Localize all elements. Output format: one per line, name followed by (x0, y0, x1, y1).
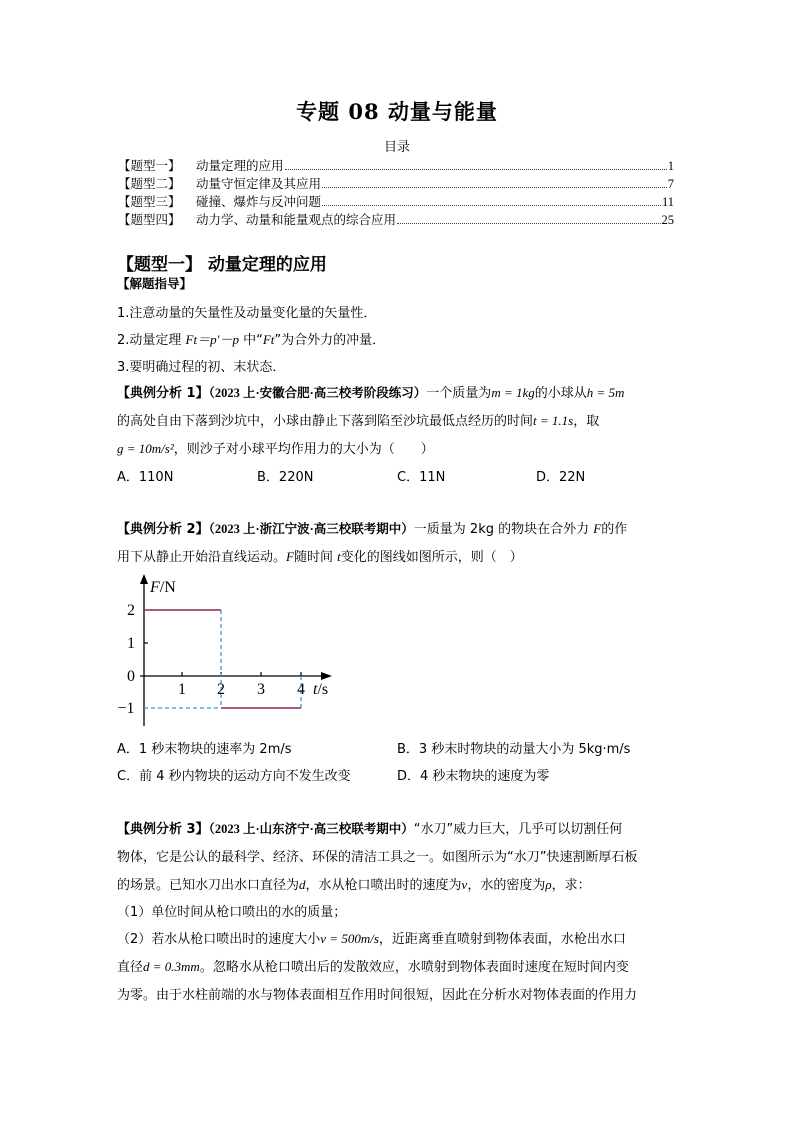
toc-leader-dots (285, 168, 667, 170)
toc-item-label: 碰撞、爆炸与反冲问题 (196, 194, 322, 209)
math-h: h = 5m (586, 385, 625, 400)
math-d-value: d = 0.3mm (143, 959, 200, 974)
toc-item-tag: 【题型二】 (118, 176, 181, 191)
example-text: 的小球从 (534, 386, 587, 401)
example3-line2: 物体，它是公认的最科学、经济、环保的清洁工具之一。如图所示为“水刀”快速割断厚石板 (117, 850, 638, 865)
guide-item-2 (117, 329, 385, 348)
example1-line2 (117, 410, 599, 429)
example-text: 变化的图线如图所示，则（ ） (340, 550, 523, 565)
math-rho: ρ (545, 877, 552, 892)
toc-item-label: 动量守恒定律及其应用 (196, 176, 322, 191)
x-axis-label: t/s (313, 681, 329, 698)
example1-line3 (117, 438, 434, 457)
toc-item-4[interactable] (118, 210, 674, 227)
toc-item-tag: 【题型三】 (118, 194, 181, 209)
math-F: F (593, 521, 602, 536)
example3-line3 (117, 874, 591, 893)
x-tick-label: 4 (297, 681, 305, 698)
toc-leader-dots (322, 204, 661, 206)
example2-line1 (117, 518, 627, 537)
example2-option-a: A．1 秒末物块的速率为 2m/s (117, 742, 292, 757)
example-text: “水刀”威力巨大，几乎可以切割任何 (413, 822, 623, 837)
example-text: 随时间 (293, 550, 338, 565)
document-title: 专题 08 动量与能量 (296, 99, 498, 124)
example-source: （2023 上·浙江宁波·高三校联考期中） (208, 522, 414, 536)
formula: Ft＝p′－p (185, 332, 239, 347)
toc-item-2[interactable] (118, 174, 674, 191)
toc-item-tag: 【题型一】 (118, 158, 181, 173)
example3-question-1: （1）单位时间从枪口喷出的水的质量； (117, 905, 347, 920)
y-axis-label: F/N (150, 579, 176, 596)
example-text: 一个质量为 (426, 386, 492, 401)
example-text: ，水从枪口喷出时的速度为 (305, 878, 462, 893)
example2-option-b: B．3 秒末时物块的动量大小为 5kg·m/s (397, 742, 631, 757)
example-text: 直径 (117, 960, 144, 975)
toc-item-1[interactable] (118, 156, 674, 173)
x-tick-label: 3 (257, 681, 265, 698)
y-tick-label: −1 (117, 700, 135, 717)
toc-item-tag: 【题型四】 (118, 212, 181, 227)
example-text: 的场景。已知水刀出水口直径为 (117, 878, 300, 893)
guide-text: 中“ (238, 333, 263, 348)
toc-item-page: 25 (661, 213, 674, 227)
example-label: 【典例分析 1】 (117, 386, 209, 401)
x-tick-label: 2 (217, 681, 225, 698)
toc-item-3[interactable] (118, 192, 674, 209)
guide-text: ”为合外力的冲量． (274, 333, 386, 348)
math-v-value: v = 500m/s (320, 931, 379, 946)
example-text: ，则沙子对小球平均作用力的大小为（ ） (173, 442, 434, 457)
toc-item-page: 1 (667, 159, 674, 173)
math-m: m = 1kg (491, 385, 535, 400)
example-label: 【典例分析 2】 (117, 522, 209, 537)
formula-term: Ft (262, 332, 275, 347)
x-tick-label: 1 (178, 681, 186, 698)
example-text: ，取 (573, 414, 600, 429)
toc-leader-dots (322, 186, 667, 188)
example-text: ，近距离垂直喷射到物体表面，水枪出水口 (378, 932, 626, 947)
example3-question-2-line2 (117, 956, 629, 975)
toc-heading: 目录 (383, 140, 410, 155)
example1-option-a: A．110N (117, 470, 174, 485)
example-text: （2）若水从枪口喷出时的速度大小 (117, 932, 321, 947)
example-text: ，水的密度为 (467, 878, 546, 893)
example3-question-2-line3: 为零。由于水柱前端的水与物体表面相互作用时间很短，因此在分析水对物体表面的作用力 (117, 988, 638, 1003)
example-text: 的高处自由下落到沙坑中，小球由静止下落到陷至沙坑最低点经历的时间 (117, 414, 534, 429)
math-t: t = 1.1s (533, 413, 574, 428)
example2-option-c: C．前 4 秒内物块的运动方向不发生改变 (117, 769, 351, 784)
guide-text: 2.动量定理 (117, 333, 186, 348)
y-tick-label: 2 (127, 602, 135, 619)
example-source: （2023 上·安徽合肥·高三校考阶段练习） (208, 386, 427, 400)
toc-item-label: 动量定理的应用 (196, 158, 284, 173)
guide-item-3: 3.要明确过程的初、末状态． (117, 360, 286, 375)
example1-option-c: C．11N (397, 470, 446, 485)
example-label: 【典例分析 3】 (117, 822, 209, 837)
example3-line1 (117, 818, 622, 837)
math-g: g = 10m/s² (117, 441, 174, 456)
toc-item-page: 11 (661, 195, 674, 209)
example-text: 一质量为 2kg 的物块在合外力 (413, 522, 594, 537)
math-F: F (286, 549, 294, 564)
guide-item-1: 1.注意动量的矢量性及动量变化量的矢量性． (117, 306, 377, 321)
section-heading: 【题型一】 动量定理的应用 (117, 255, 327, 275)
example1-line1 (117, 382, 624, 401)
y-tick-label: 0 (127, 668, 135, 685)
toc-leader-dots (397, 222, 660, 224)
toc-item-label: 动力学、动量和能量观点的综合应用 (196, 212, 397, 227)
x-axis-arrow-icon (321, 672, 332, 680)
y-axis-arrow-icon (140, 574, 148, 584)
math-t: t (337, 549, 341, 564)
example1-option-b: B．220N (257, 470, 314, 485)
force-time-chart (110, 570, 350, 730)
example2-option-d: D．4 秒末物块的速度为零 (397, 769, 550, 784)
example2-line2 (117, 546, 523, 565)
toc-item-page: 7 (667, 177, 674, 191)
example3-question-2-line1 (117, 928, 626, 947)
example-text: 。忽略水从枪口喷出后的发散效应，水喷射到物体表面时速度在短时间内变 (199, 960, 629, 975)
y-tick-label: 1 (127, 635, 135, 652)
example1-option-d: D．22N (536, 470, 586, 485)
example-text: 的作 (601, 522, 628, 537)
example-source: （2023 上·山东济宁·高三校联考期中） (208, 822, 414, 836)
example-text: 用下从静止开始沿直线运动。 (117, 550, 287, 565)
example-text: ，求： (551, 878, 591, 893)
guide-heading: 【解题指导】 (117, 276, 193, 291)
math-v: v (461, 877, 468, 892)
math-d: d (299, 877, 306, 892)
